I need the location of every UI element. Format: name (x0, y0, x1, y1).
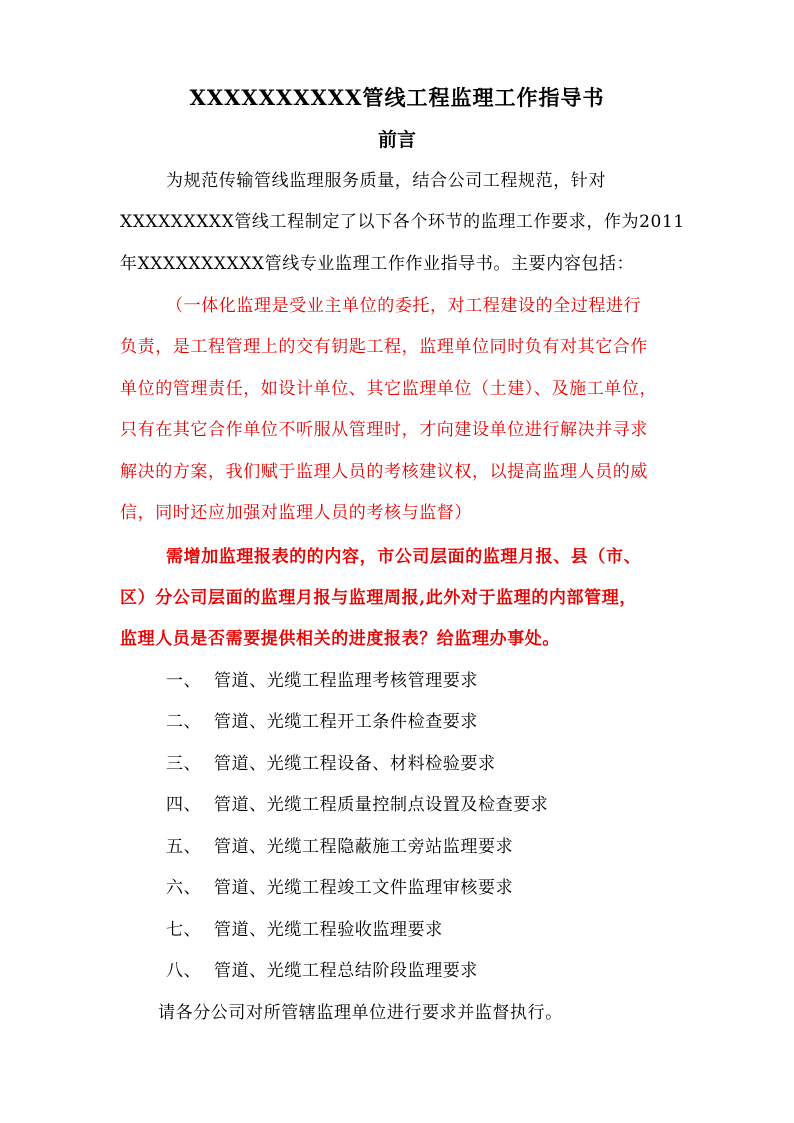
list-item-number: 三、 (166, 754, 202, 774)
list-item (166, 919, 686, 941)
list-item-number: 七、 (166, 920, 202, 940)
list-item (166, 794, 686, 816)
preface-heading: 前言 (377, 129, 416, 151)
list-item-number: 八、 (166, 961, 202, 981)
list-item-text: 管道、光缆工程质量控制点设置及检查要求 (214, 795, 549, 815)
list-item-text: 管道、光缆工程竣工文件监理审核要求 (214, 878, 514, 898)
list-item-number: 六、 (166, 878, 202, 898)
red-note-line-6: 信，同时还应加强对监理人员的考核与监督） (120, 503, 472, 523)
document-title: XXXXXXXXXX管线工程监理工作指导书 (189, 85, 605, 110)
list-item-text: 管道、光缆工程监理考核管理要求 (214, 671, 478, 691)
intro-line-1: 为规范传输管线监理服务质量，结合公司工程规范，针对 (166, 171, 606, 191)
list-item (166, 670, 686, 692)
red-bold-line-2: 区）分公司层面的监理月报与监理周报,此外对于监理的内部管理， (120, 588, 637, 608)
red-note-line-5: 解决的方案，我们赋于监理人员的考核建议权，以提高监理人员的威 (120, 462, 648, 482)
list-item (166, 711, 686, 733)
list-item-number: 一、 (166, 671, 202, 691)
list-item-number: 四、 (166, 795, 202, 815)
list-item (166, 753, 686, 775)
red-bold-line-1: 需增加监理报表的的内容，市公司层面的监理月报、县（市、 (166, 547, 642, 567)
list-item-number: 二、 (166, 712, 202, 732)
red-bold-line-3: 监理人员是否需要提供相关的进度报表？给监理办事处。 (120, 629, 560, 649)
list-item-text: 管道、光缆工程验收监理要求 (214, 920, 443, 940)
list-item-text: 管道、光缆工程总结阶段监理要求 (214, 961, 478, 981)
list-item-text: 管道、光缆工程设备、材料检验要求 (214, 754, 496, 774)
list-item (166, 960, 686, 982)
list-item-text: 管道、光缆工程隐蔽施工旁站监理要求 (214, 837, 514, 857)
red-note-line-1: （一体化监理是受业主单位的委托，对工程建设的全过程进行 (166, 296, 642, 316)
red-note-line-3: 单位的管理责任，如设计单位、其它监理单位（土建）、及施工单位， (120, 379, 658, 399)
list-item-number: 五、 (166, 837, 202, 857)
list-item-text: 管道、光缆工程开工条件检查要求 (214, 712, 478, 732)
intro-line-3: 年XXXXXXXXXX管线专业监理工作作业指导书。主要内容包括： (120, 254, 635, 274)
intro-line-2: XXXXXXXXX管线工程制定了以下各个环节的监理工作要求，作为2011 (120, 212, 685, 232)
list-item (166, 877, 686, 899)
list-item (166, 836, 686, 858)
red-note-line-2: 负责，是工程管理上的交有钥匙工程，监理单位同时负有对其它合作 (120, 337, 648, 357)
red-note-line-4: 只有在其它合作单位不听服从管理时，才向建设单位进行解决并寻求 (120, 420, 648, 440)
closing-line: 请各分公司对所管辖监理单位进行要求并监督执行。 (158, 1003, 563, 1023)
